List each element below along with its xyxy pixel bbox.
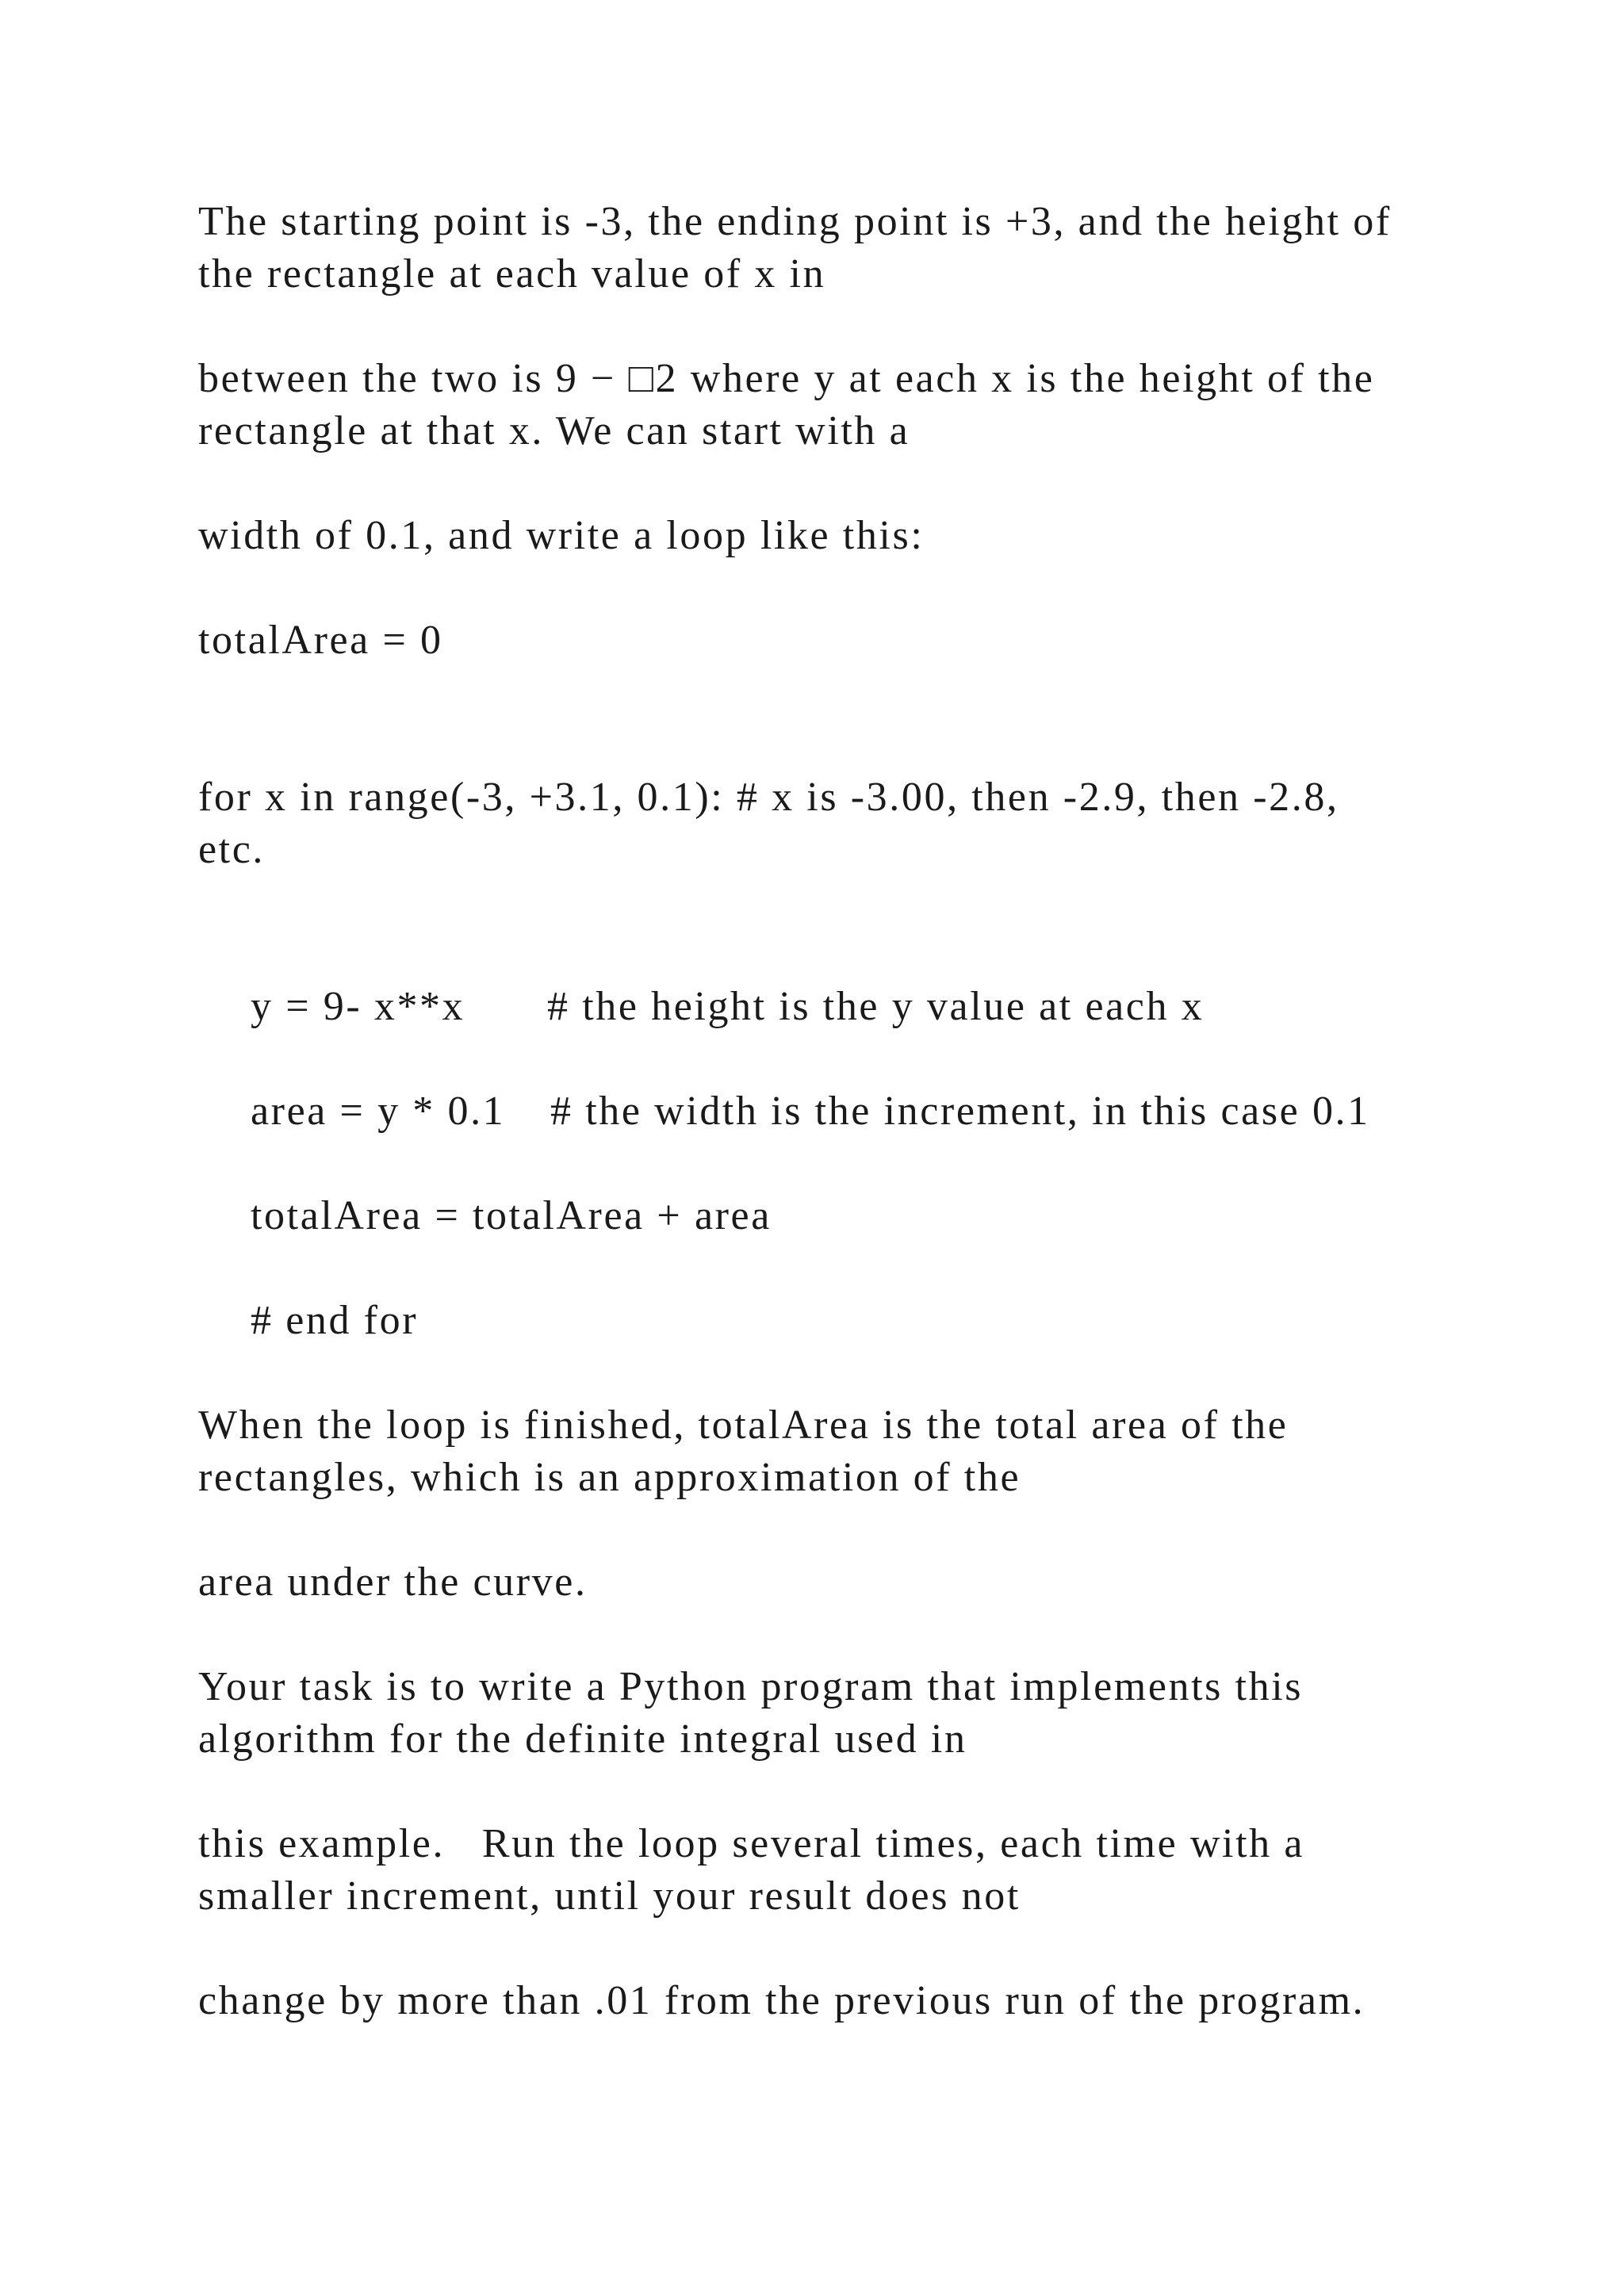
paragraph-line: Your task is to write a Python program that implements this [198,1664,1304,1709]
code-line-for: for x in range(-3, +3.1, 0.1): # x is -3.00, then -2.9, then -2.8, [198,775,1339,820]
code-line-init: totalArea = 0 [198,618,443,663]
paragraph-line: When the loop is finished, totalArea is the total area of the [198,1402,1289,1448]
paragraph-line: algorithm for the definite integral used in [198,1716,967,1762]
code-line-area: area = y * 0.1 [251,1089,506,1134]
paragraph-line: between the two is 9 − □2 where y at each x is the height of the [198,356,1375,401]
code-comment-y: # the height is the y value at each x [547,984,1205,1029]
paragraph-line: the rectangle at each value of x in [198,251,826,297]
paragraph-line: change by more than .01 from the previous run of the program. [198,1978,1365,2023]
code-comment-area: # the width is the increment, in this case 0.1 [550,1089,1370,1134]
code-line-total: totalArea = totalArea + area [251,1193,772,1238]
paragraph-line: The starting point is -3, the ending point is +3, and the height of [198,199,1392,244]
code-line-for-cont: etc. [198,827,266,872]
code-line-y: y = 9- x**x [251,984,465,1029]
paragraph-line: smaller increment, until your result does not [198,1873,1021,1919]
paragraph-line: rectangle at that x. We can start with a [198,408,910,453]
paragraph-line: this example. Run the loop several times, each time with a [198,1821,1305,1866]
paragraph-line: width of 0.1, and write a loop like this: [198,513,925,558]
code-line-end: # end for [251,1298,419,1343]
paragraph-line: rectangles, which is an approximation of the [198,1455,1021,1500]
paragraph-line: area under the curve. [198,1559,588,1605]
